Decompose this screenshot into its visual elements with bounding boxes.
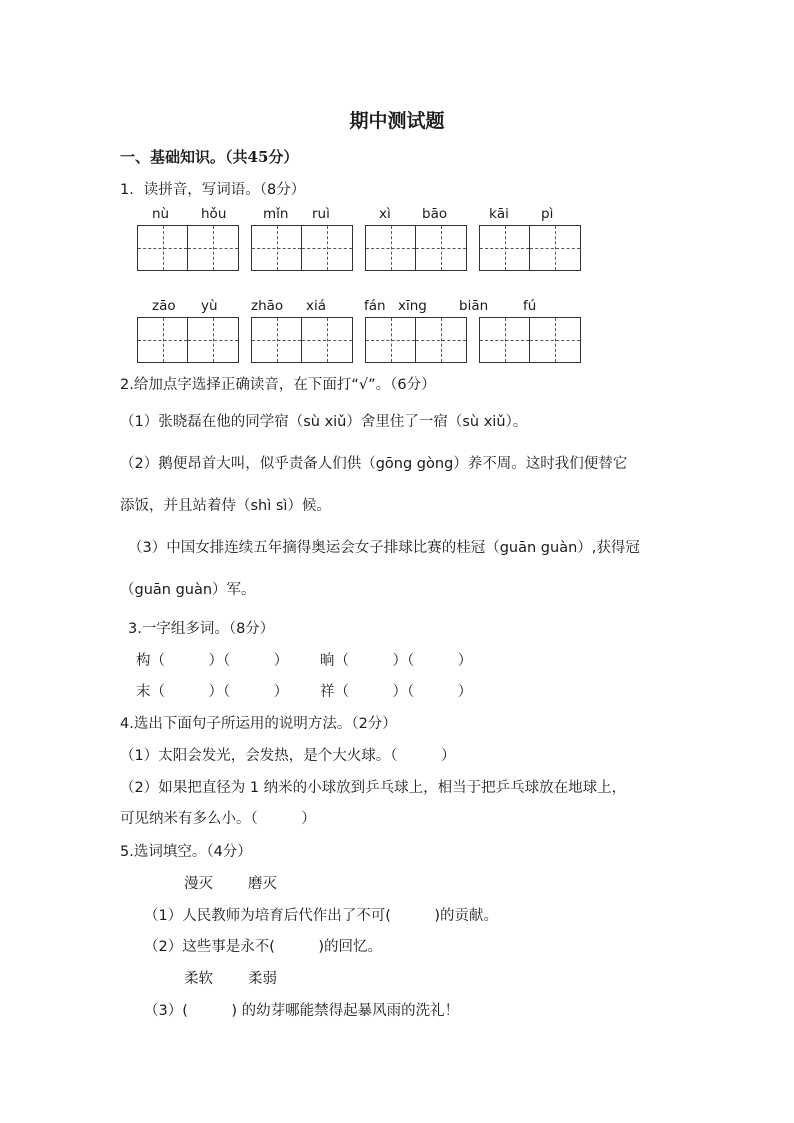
writing-grid[interactable] [251, 317, 353, 363]
q4-line: 可见纳米有多么小。（ ） [120, 811, 316, 827]
section-heading: 一、基础知识。（共45分） [120, 148, 299, 166]
word-group-line: 晌（ ）（ ） [320, 653, 473, 669]
writing-grid[interactable] [479, 317, 581, 363]
q2-prompt: 2.给加点字选择正确读音，在下面打“√”。（6分） [120, 377, 436, 393]
pinyin: nù [152, 206, 170, 222]
q2-line: （3）中国女排连续五年摘得奥运会女子排球比赛的桂冠（guān guàn）,获得冠 [128, 540, 640, 556]
pinyin: biān [459, 298, 489, 314]
word-group-line: 末（ ）（ ） [136, 684, 289, 700]
pinyin: xì [379, 206, 391, 222]
word-group-line: 构（ ）（ ） [136, 653, 289, 669]
writing-grid[interactable] [365, 317, 467, 363]
q2-line: 添饭，并且站着侍（shì sì）候。 [120, 498, 331, 514]
pinyin: xiá [306, 298, 327, 314]
page-title: 期中测试题 [349, 110, 445, 132]
pinyin: fú [523, 298, 537, 314]
pinyin: fán [364, 298, 386, 314]
writing-grid[interactable] [251, 225, 353, 271]
pinyin: mǐn [263, 206, 289, 222]
pinyin: zhāo [251, 298, 284, 314]
pinyin: kāi [489, 206, 509, 222]
q1-prompt: 1．读拼音，写词语。（8分） [120, 182, 306, 198]
q3-prompt: 3.一字组多词。（8分） [128, 621, 275, 637]
pinyin: pì [541, 206, 554, 222]
pinyin: zāo [152, 298, 176, 314]
q4-prompt: 4.选出下面句子所运用的说明方法。（2分） [120, 716, 397, 732]
q5-line: （1）人民教师为培育后代作出了不可( )的贡献。 [144, 908, 499, 924]
pinyin: yù [201, 298, 218, 314]
pinyin: ruì [312, 206, 330, 222]
q5-line: （3）( ) 的幼芽哪能禁得起暴风雨的洗礼！ [144, 1003, 460, 1019]
writing-grid[interactable] [365, 225, 467, 271]
word-option: 磨灭 [248, 876, 277, 892]
pinyin: bāo [422, 206, 448, 222]
pinyin: hǒu [201, 206, 227, 222]
word-option: 柔弱 [248, 971, 277, 987]
pinyin: xīng [398, 298, 427, 314]
q5-line: （2）这些事是永不( )的回忆。 [144, 939, 383, 955]
writing-grid[interactable] [479, 225, 581, 271]
word-group-line: 祥（ ）（ ） [320, 684, 473, 700]
word-option: 漫灭 [184, 876, 213, 892]
writing-grid[interactable] [137, 225, 239, 271]
writing-grid[interactable] [137, 317, 239, 363]
word-option: 柔软 [184, 971, 213, 987]
q2-line: （2）鹅便昂首大叫，似乎责备人们供（gōng gòng）养不周。这时我们便替它 [120, 456, 628, 472]
q2-line: （guān guàn）军。 [120, 582, 256, 598]
q4-line: （1）太阳会发光，会发热，是个大火球。（ ） [120, 748, 456, 764]
q4-line: （2）如果把直径为 1 纳米的小球放到乒乓球上，相当于把乒乓球放在地球上， [120, 780, 627, 796]
q2-line: （1）张晓磊在他的同学宿（sù xiǔ）舍里住了一宿（sù xiǔ）。 [120, 414, 528, 430]
q5-prompt: 5.选词填空。（4分） [120, 844, 252, 860]
